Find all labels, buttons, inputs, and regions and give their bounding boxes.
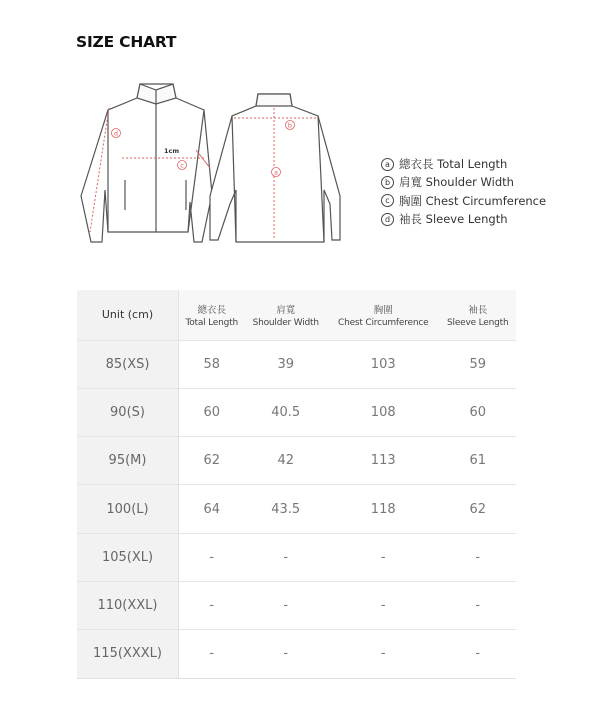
legend-label-zh: 袖長 — [399, 211, 422, 226]
jacket-illustration — [78, 72, 368, 252]
table-cell: 59 — [439, 340, 516, 388]
table-row — [77, 388, 516, 436]
size-label: 105(XL) — [77, 533, 179, 581]
column-header-sleeve-length — [439, 290, 516, 340]
table-cell: - — [439, 533, 516, 581]
table-row — [77, 437, 516, 485]
unit-header: Unit (cm) — [77, 290, 179, 340]
table-cell: - — [327, 533, 440, 581]
table-row — [77, 630, 516, 678]
size-label: 100(L) — [77, 485, 179, 533]
column-header-zh: 胸圍 — [373, 304, 393, 316]
table-cell: 62 — [179, 437, 245, 485]
table-header-row — [77, 290, 516, 340]
legend-item-chest-circumference — [381, 192, 546, 210]
table-cell: 108 — [327, 388, 440, 436]
size-label: 110(XXL) — [77, 581, 179, 629]
column-header-en: Sleeve Length — [447, 317, 509, 328]
table-cell: 42 — [244, 437, 326, 485]
table-cell: 61 — [439, 437, 516, 485]
column-header-total-length — [179, 290, 245, 340]
legend-label-zh: 總衣長 — [399, 157, 434, 171]
table-row — [77, 533, 516, 581]
table-cell: 39 — [244, 340, 326, 388]
legend-marker: d — [381, 213, 394, 226]
table-cell: 60 — [439, 388, 516, 436]
table-cell: - — [439, 581, 516, 629]
column-header-chest-circumference — [327, 290, 440, 340]
legend-marker: b — [381, 176, 394, 189]
marker-b: b — [287, 121, 293, 130]
legend-label-en: Shoulder Width — [425, 175, 514, 190]
table-cell: - — [179, 533, 245, 581]
column-header-en: Chest Circumference — [337, 317, 429, 328]
table-cell: - — [327, 630, 440, 678]
column-header-en: Shoulder Width — [252, 317, 319, 328]
legend-label-en: Sleeve Length — [425, 211, 508, 226]
legend-item-sleeve-length — [381, 210, 546, 228]
size-label: 85(XS) — [77, 340, 179, 388]
table-cell: 118 — [327, 485, 440, 533]
table-cell: 62 — [439, 485, 516, 533]
size-label: 115(XXXL) — [77, 630, 179, 678]
marker-a: a — [274, 168, 278, 177]
legend-marker: a — [381, 158, 394, 171]
table-row — [77, 485, 516, 533]
legend-label-en: Chest Circumference — [425, 193, 547, 208]
size-label: 90(S) — [77, 388, 179, 436]
table-cell: 103 — [327, 340, 440, 388]
table-cell: - — [244, 581, 326, 629]
legend-item-shoulder-width — [381, 173, 546, 191]
table-cell: - — [439, 630, 516, 678]
table-cell: - — [179, 581, 245, 629]
table-cell: 43.5 — [244, 485, 326, 533]
marker-c: c — [180, 161, 184, 170]
table-cell: - — [244, 533, 326, 581]
table-cell: 113 — [327, 437, 440, 485]
size-label: 95(M) — [77, 437, 179, 485]
table-cell: - — [179, 630, 245, 678]
table-cell: 40.5 — [244, 388, 326, 436]
size-table — [77, 290, 516, 679]
legend-label-en: Total Length — [437, 157, 508, 171]
page-title: SIZE CHART — [76, 33, 177, 51]
marker-d: d — [113, 129, 119, 138]
measure-note: 1cm — [164, 147, 180, 155]
front-jacket-drawing — [81, 84, 212, 242]
column-header-shoulder-width — [244, 290, 326, 340]
measurement-legend — [381, 155, 546, 228]
column-header-zh: 袖長 — [468, 304, 488, 316]
table-row — [77, 581, 516, 629]
table-cell: 60 — [179, 388, 245, 436]
legend-item-total-length — [381, 155, 546, 173]
table-cell: 58 — [179, 340, 245, 388]
table-cell: 64 — [179, 485, 245, 533]
column-header-zh: 肩寬 — [276, 304, 296, 316]
legend-label-zh: 胸圍 — [399, 193, 422, 208]
legend-marker: c — [381, 194, 394, 207]
column-header-en: Total Length — [185, 317, 238, 328]
legend-label-zh: 肩寬 — [399, 175, 422, 190]
table-cell: - — [244, 630, 326, 678]
column-header-zh: 總衣長 — [197, 304, 226, 316]
table-row — [77, 340, 516, 388]
table-cell: - — [327, 581, 440, 629]
